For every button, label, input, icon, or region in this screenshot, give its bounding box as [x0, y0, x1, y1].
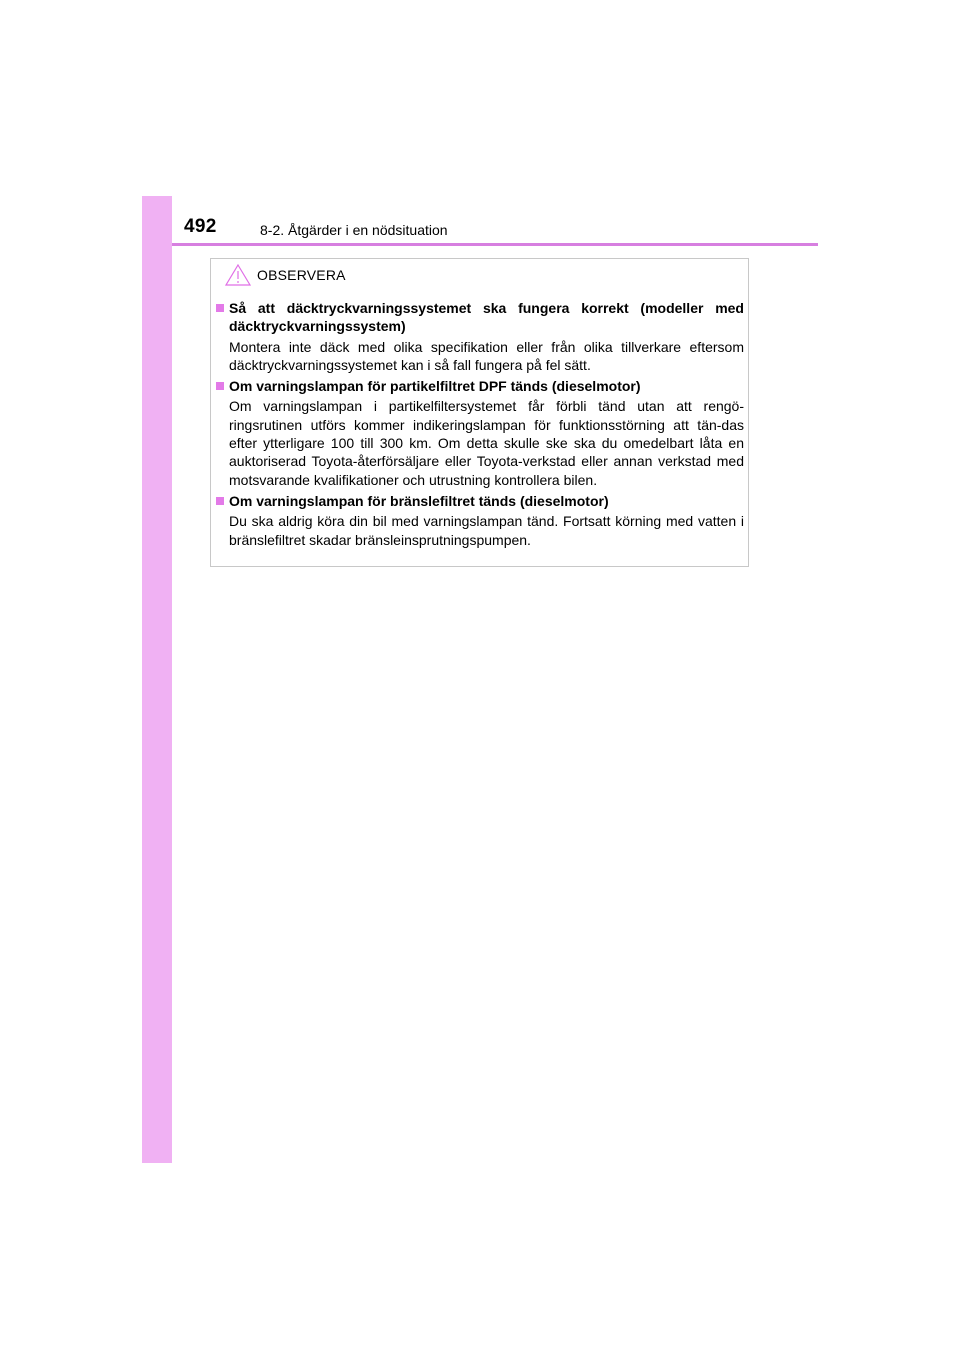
item-heading-text: Om varningslampan för bränslefiltret tänds (dieselmotor) — [229, 492, 609, 509]
square-bullet-icon — [216, 497, 224, 505]
notice-item — [216, 299, 744, 374]
notice-item — [216, 492, 744, 549]
page-number: 492 — [184, 216, 217, 237]
item-text: Du ska aldrig köra din bil med varningslampan tänd. Fortsatt körning med vatten i bränslefiltret skadar bränsleinsprutningspumpen. — [229, 513, 744, 548]
notice-item — [216, 377, 744, 489]
square-bullet-icon — [216, 382, 224, 390]
item-text: Montera inte däck med olika specifikation eller från olika tillverkare eftersom däcktryckvarningssystemet kan i så fall fungera på fel sätt. — [229, 338, 744, 373]
header-rule — [172, 243, 818, 246]
notice-header — [225, 263, 346, 287]
notice-box — [210, 258, 749, 567]
item-heading — [216, 299, 744, 336]
square-bullet-icon — [216, 304, 224, 312]
section-title: 8-2. Åtgärder i en nödsituation — [260, 222, 448, 238]
item-text: Om varningslampan i partikelfiltersystemet får förbli tänd utan att rengö-ringsrutinen utförs kommer indikeringslampan för funktionsstörning att tän-das efter ytterligare 100 till 300 km. Om detta skulle ske ska du omedelbart låta en auktoriserad Toyota-återförsäljare eller Toyota-verkstad eller annan verkstad med motsvarande kvalifikationer och utrustning kontrollera bilen. — [229, 398, 744, 488]
notice-label: OBSERVERA — [257, 267, 346, 283]
item-heading-text: Så att däcktryckvarningssystemet ska fungera korrekt (modeller med däcktryckvarningssystem) — [229, 300, 744, 335]
item-heading-text: Om varningslampan för partikelfiltret DPF tänds (dieselmotor) — [229, 378, 641, 395]
warning-triangle-icon — [225, 264, 251, 286]
side-band — [142, 196, 172, 1163]
notice-body — [216, 299, 744, 552]
item-heading — [216, 377, 744, 395]
item-heading — [216, 492, 744, 510]
